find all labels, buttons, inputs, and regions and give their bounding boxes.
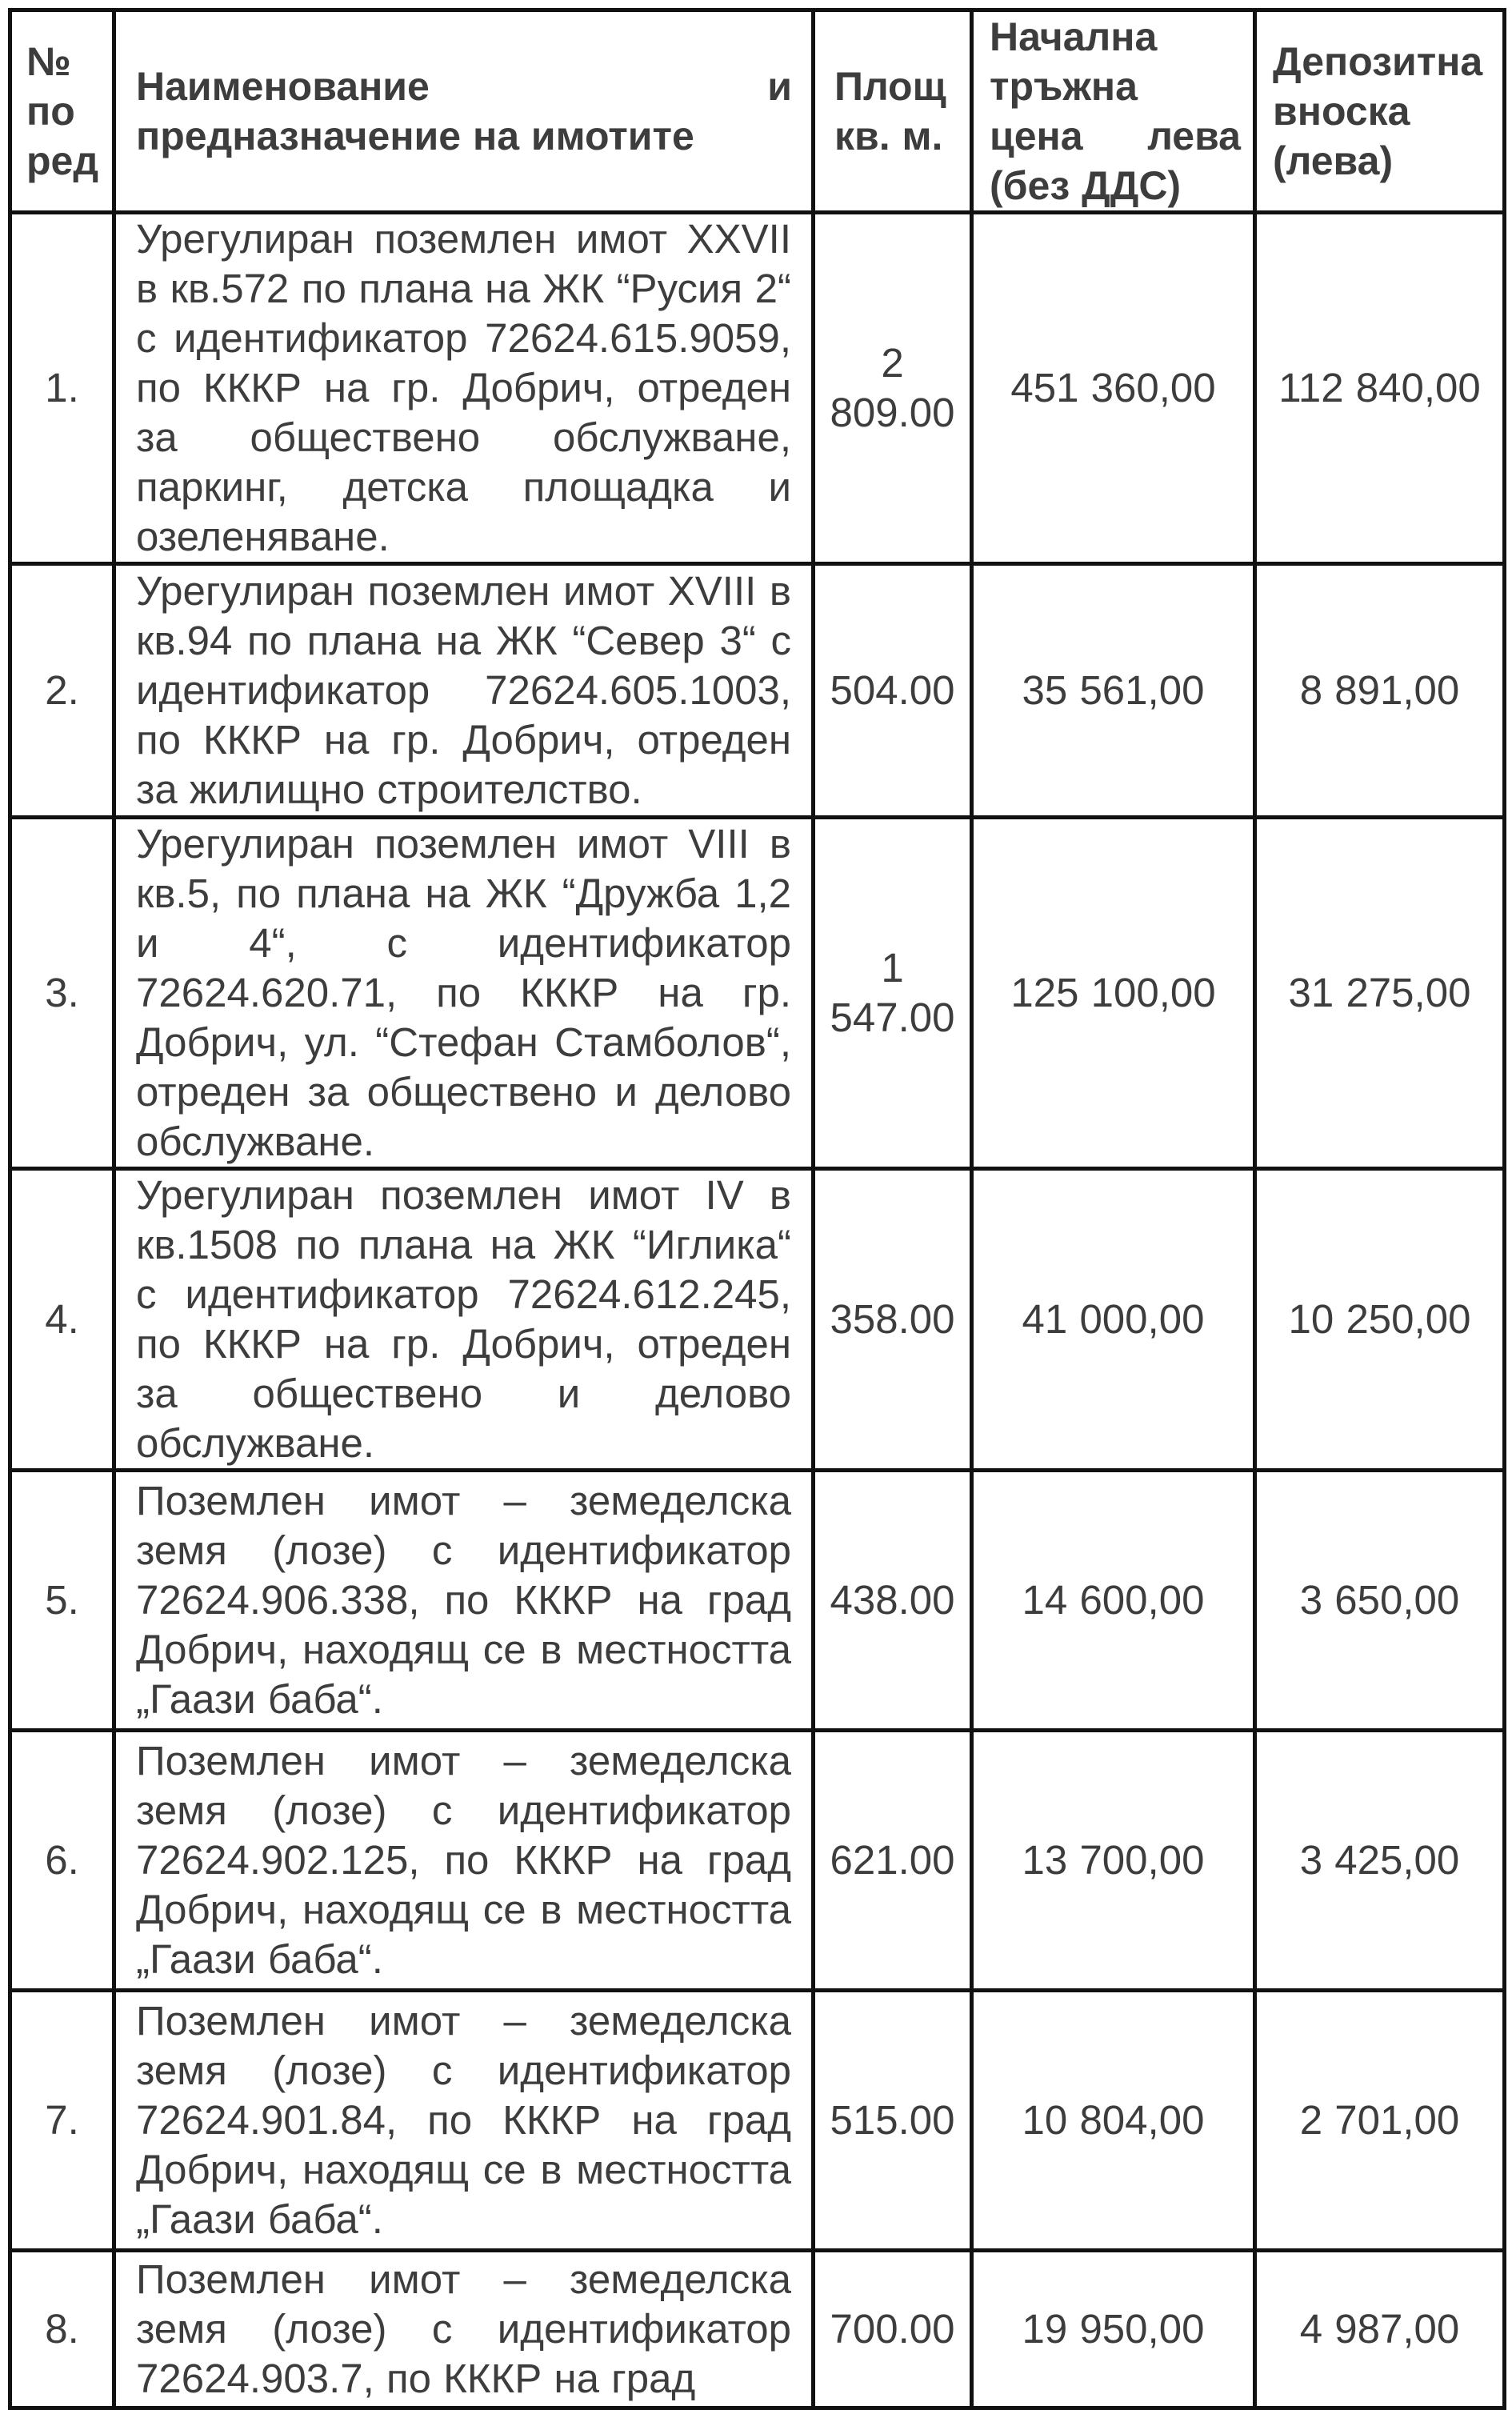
cell-area: 504.00 [814, 564, 972, 818]
header-cell-deposit: Депозитна вноска (лева) [1255, 10, 1505, 213]
header-cell-description: Наименование и предназначение на имотите [114, 10, 814, 213]
cell-area: 1 547.00 [814, 818, 972, 1169]
cell-deposit: 2 701,00 [1255, 1991, 1505, 2251]
cell-number: 2. [10, 564, 114, 818]
cell-starting-price: 10 804,00 [972, 1991, 1255, 2251]
properties-auction-table [8, 8, 1506, 2410]
table-row [10, 2251, 1505, 2408]
cell-area: 358.00 [814, 1169, 972, 1471]
table-row [10, 818, 1505, 1169]
cell-description: Поземлен имот – земеделска земя (лозе) с идентификатор 72624.902.125, по КККР на град Добрич, находящ се в местността „Гаази баба“. [114, 1731, 814, 1991]
cell-starting-price: 14 600,00 [972, 1471, 1255, 1731]
cell-number: 4. [10, 1169, 114, 1471]
table-row [10, 564, 1505, 818]
cell-deposit: 4 987,00 [1255, 2251, 1505, 2408]
cell-starting-price: 13 700,00 [972, 1731, 1255, 1991]
cell-description: Поземлен имот – земеделска земя (лозе) с идентификатор 72624.901.84, по КККР на град Добрич, находящ се в местността „Гаази баба“. [114, 1991, 814, 2251]
table-row [10, 213, 1505, 564]
cell-number: 6. [10, 1731, 114, 1991]
table-row [10, 1731, 1505, 1991]
cell-description: Урегулиран поземлен имот VIII в кв.5, по плана на ЖК “Дружба 1,2 и 4“, с идентификатор 72624.620.71, по КККР на гр. Добрич, ул. “Стефан Стамболов“, отреден за обществено и делово обслужване. [114, 818, 814, 1169]
table-row [10, 1169, 1505, 1471]
table-row [10, 1471, 1505, 1731]
cell-area: 621.00 [814, 1731, 972, 1991]
cell-deposit: 8 891,00 [1255, 564, 1505, 818]
cell-deposit: 3 650,00 [1255, 1471, 1505, 1731]
cell-area: 2 809.00 [814, 213, 972, 564]
cell-area: 438.00 [814, 1471, 972, 1731]
cell-number: 3. [10, 818, 114, 1169]
cell-starting-price: 41 000,00 [972, 1169, 1255, 1471]
table-row [10, 1991, 1505, 2251]
cell-description: Урегулиран поземлен имот XVIII в кв.94 по плана на ЖК “Север 3“ с идентификатор 72624.605.1003, по КККР на гр. Добрич, отреден за жилищно строителство. [114, 564, 814, 818]
cell-starting-price: 451 360,00 [972, 213, 1255, 564]
cell-description: Урегулиран поземлен имот XXVII в кв.572 по плана на ЖК “Русия 2“ с идентификатор 72624.615.9059, по КККР на гр. Добрич, отреден за обществено обслужване, паркинг, детска площадка и озеленяване. [114, 213, 814, 564]
cell-number: 8. [10, 2251, 114, 2408]
cell-area: 515.00 [814, 1991, 972, 2251]
cell-starting-price: 35 561,00 [972, 564, 1255, 818]
cell-description: Урегулиран поземлен имот IV в кв.1508 по плана на ЖК “Иглика“ с идентификатор 72624.612.245, по КККР на гр. Добрич, отреден за обществено и делово обслужване. [114, 1169, 814, 1471]
cell-area: 700.00 [814, 2251, 972, 2408]
header-cell-starting-price: Начална тръжна цена лева (без ДДС) [972, 10, 1255, 213]
cell-starting-price: 125 100,00 [972, 818, 1255, 1169]
cell-deposit: 3 425,00 [1255, 1731, 1505, 1991]
header-cell-number: № по ред [10, 10, 114, 213]
cell-deposit: 112 840,00 [1255, 213, 1505, 564]
cell-deposit: 31 275,00 [1255, 818, 1505, 1169]
cell-number: 1. [10, 213, 114, 564]
cell-description: Поземлен имот – земеделска земя (лозе) с идентификатор 72624.903.7, по КККР на град [114, 2251, 814, 2408]
cell-number: 7. [10, 1991, 114, 2251]
cell-deposit: 10 250,00 [1255, 1169, 1505, 1471]
header-cell-area: Площ кв. м. [814, 10, 972, 213]
header-row [10, 10, 1505, 213]
cell-description: Поземлен имот – земеделска земя (лозе) с идентификатор 72624.906.338, по КККР на град Добрич, находящ се в местността „Гаази баба“. [114, 1471, 814, 1731]
cell-number: 5. [10, 1471, 114, 1731]
cell-starting-price: 19 950,00 [972, 2251, 1255, 2408]
